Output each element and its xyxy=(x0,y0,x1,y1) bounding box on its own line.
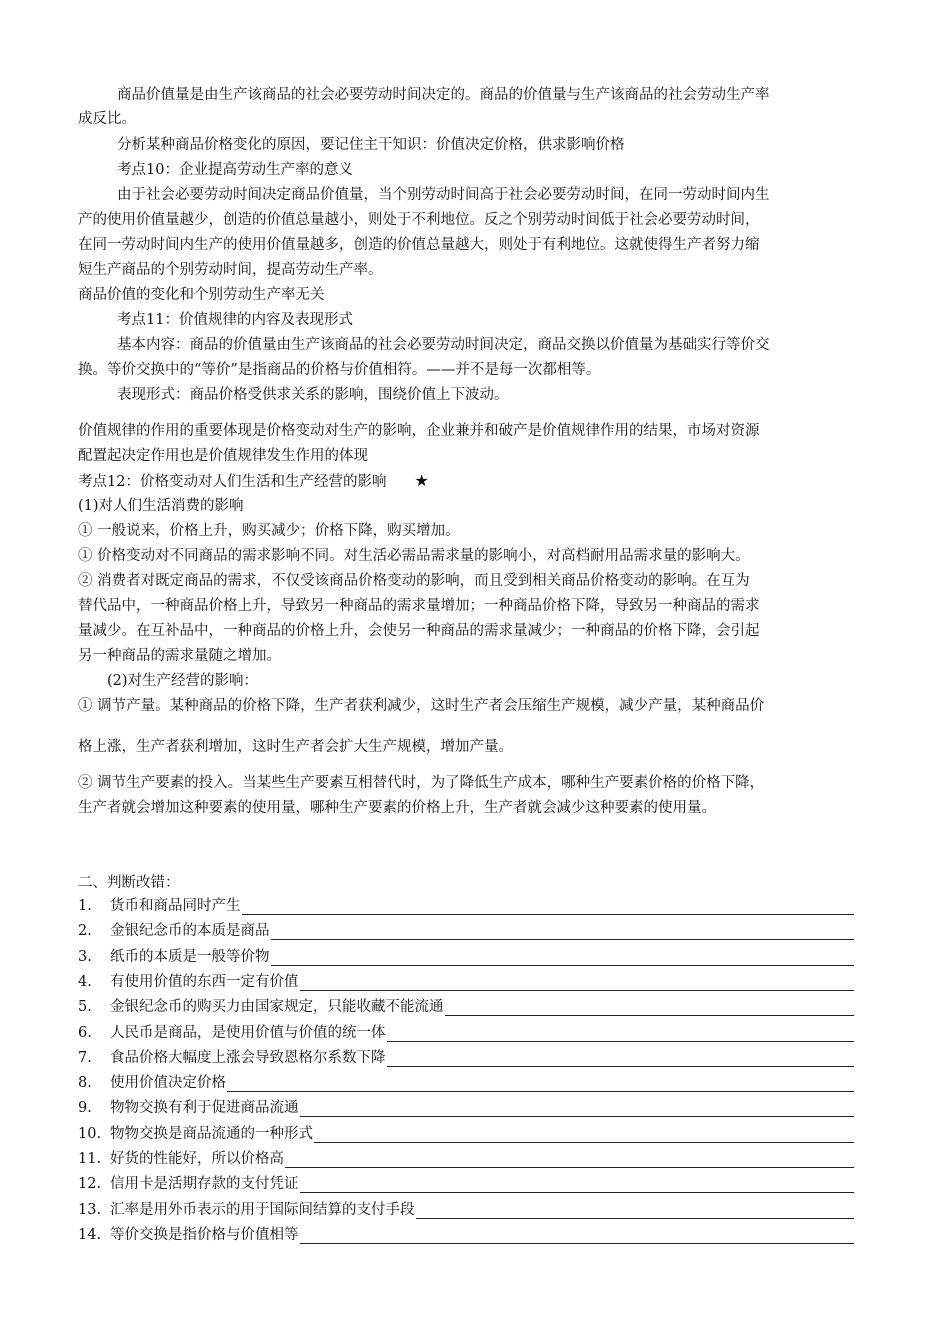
answer-blank-line[interactable] xyxy=(271,923,855,940)
judge-item-number: 11. xyxy=(78,1151,102,1167)
judge-section-title: 二、判断改错： xyxy=(78,875,180,891)
judge-item-statement: 使用价值决定价格 xyxy=(110,1075,226,1092)
paragraph-law-effect-line2: 配置起决定作用也是价值规律发生作用的体现 xyxy=(78,448,368,464)
list-item-life-2: ① 价格变动对不同商品的需求影响不同。对生活必需品需求量的影响小，对高档耐用品需求量的影响大。 xyxy=(78,548,750,564)
star-icon: ★ xyxy=(414,471,429,490)
judge-item-number: 4. xyxy=(78,973,92,990)
judge-item-statement: 好货的性能好，所以价格高 xyxy=(110,1151,284,1167)
paragraph-point-10-line4: 短生产商品的个别劳动时间，提高劳动生产率。 xyxy=(78,262,383,278)
answer-blank-line[interactable] xyxy=(285,1151,854,1168)
judge-item xyxy=(78,1173,854,1193)
subheading-life-consumption: (1)对人们生活消费的影响 xyxy=(78,498,244,514)
answer-blank-line[interactable] xyxy=(300,1227,855,1244)
list-item-production-1-line1: ① 调节产量。某种商品的价格下降，生产者获利减少，这时生产者会压缩生产规模，减少产量，某种商品价 xyxy=(78,698,765,714)
judge-item xyxy=(78,971,854,991)
answer-blank-line[interactable] xyxy=(227,1075,854,1092)
paragraph-point-10-line3: 在同一劳动时间内生产的使用价值量越多，创造的价值总量越大，则处于有利地位。这就使得生产者努力缩 xyxy=(78,237,760,253)
judge-item-statement: 物物交换有利于促进商品流通 xyxy=(110,1100,299,1117)
judge-item xyxy=(78,1199,854,1219)
judge-item xyxy=(78,895,854,915)
judge-item-number: 3. xyxy=(78,948,92,965)
judge-item xyxy=(78,1047,854,1067)
answer-blank-line[interactable] xyxy=(300,974,855,991)
judge-item xyxy=(78,920,854,940)
answer-blank-line[interactable] xyxy=(416,1202,855,1219)
paragraph-price-analysis: 分析某种商品价格变化的原因，要记住主干知识：价值决定价格，供求影响价格 xyxy=(117,137,625,153)
paragraph-point-10-line2: 产的使用价值量越少，创造的价值总量越小，则处于不利地位。反之个别劳动时间低于社会必要劳动时间， xyxy=(78,212,760,228)
paragraph-point-11-basic-line1: 基本内容：商品的价值量由生产该商品的社会必要劳动时间决定，商品交换以价值量为基础实行等价交 xyxy=(117,337,770,353)
judge-item-statement: 食品价格大幅度上涨会导致恩格尔系数下降 xyxy=(110,1049,386,1066)
judge-item-statement: 纸币的本质是一般等价物 xyxy=(110,948,270,965)
answer-blank-line[interactable] xyxy=(314,1126,854,1143)
judge-item-statement: 汇率是用外币表示的用于国际间结算的支付手段 xyxy=(110,1201,415,1218)
judge-item-statement: 物物交换是商品流通的一种形式 xyxy=(110,1125,313,1142)
judge-item-number: 2. xyxy=(78,923,92,940)
answer-blank-line[interactable] xyxy=(242,898,855,915)
answer-blank-line[interactable] xyxy=(300,1176,855,1193)
judge-item-statement: 有使用价值的东西一定有价值 xyxy=(110,973,299,990)
list-item-life-3-line2: 替代品中，一种商品价格上升，导致另一种商品的需求量增加；一种商品价格下降，导致另一种商品的需求 xyxy=(78,598,760,614)
note-individual-productivity: 商品价值的变化和个别劳动生产率无关 xyxy=(78,287,325,303)
judge-item xyxy=(78,1072,854,1092)
section-title-point-12-text: 考点12：价格变动对人们生活和生产经营的影响 xyxy=(78,474,387,490)
judge-item-statement: 等价交换是指价格与价值相等 xyxy=(110,1226,299,1243)
judge-item xyxy=(78,996,854,1016)
judge-item-statement: 金银纪念币的本质是商品 xyxy=(110,923,270,940)
paragraph-point-11-basic-line2: 换。等价交换中的“等价”是指商品的价格与价值相符。——并不是每一次都相等。 xyxy=(78,362,601,378)
judge-item-number: 9. xyxy=(78,1100,92,1117)
judge-item-number: 5. xyxy=(78,999,92,1016)
judge-item-statement: 人民币是商品，是使用价值与价值的统一体 xyxy=(110,1024,386,1041)
judge-item xyxy=(78,1224,854,1244)
paragraph-point-10-line1: 由于社会必要劳动时间决定商品价值量，当个别劳动时间高于社会必要劳动时间，在同一劳动时间内生 xyxy=(117,187,770,203)
judge-item-statement: 货币和商品同时产生 xyxy=(110,898,241,914)
section-title-point-11: 考点11：价值规律的内容及表现形式 xyxy=(117,312,353,328)
answer-blank-line[interactable] xyxy=(271,949,855,966)
answer-blank-line[interactable] xyxy=(300,1100,855,1117)
paragraph-law-effect-line1: 价值规律的作用的重要体现是价格变动对生产的影响，企业兼并和破产是价值规律作用的结果，市场对资源 xyxy=(78,423,760,439)
judge-item-statement: 金银纪念币的购买力由国家规定，只能收藏不能流通 xyxy=(110,999,444,1016)
list-item-production-2-line2: 生产者就会增加这种要素的使用量，哪种生产要素的价格上升，生产者就会减少这种要素的使用量。 xyxy=(78,800,716,816)
list-item-life-3-line1: ② 消费者对既定商品的需求，不仅受该商品价格变动的影响，而且受到相关商品价格变动的影响。在互为 xyxy=(78,573,750,589)
list-item-life-3-line4: 另一种商品的需求量随之增加。 xyxy=(78,648,281,664)
judge-item-number: 10. xyxy=(78,1125,102,1142)
judge-item xyxy=(78,946,854,966)
paragraph-value-determination-cont: 成反比。 xyxy=(78,111,136,127)
list-item-life-1: ① 一般说来，价格上升，购买减少；价格下降，购买增加。 xyxy=(78,523,460,539)
judge-item xyxy=(78,1097,854,1117)
judge-item-number: 1. xyxy=(78,898,92,914)
judge-item xyxy=(78,1123,854,1143)
paragraph-point-11-form: 表现形式：商品价格受供求关系的影响，围绕价值上下波动。 xyxy=(117,387,509,403)
judge-item xyxy=(78,1148,854,1168)
judge-item-number: 12. xyxy=(78,1176,102,1193)
judge-item xyxy=(78,1022,854,1042)
section-title-point-12 xyxy=(78,472,429,491)
answer-blank-line[interactable] xyxy=(387,1050,855,1067)
list-item-production-1-line2: 格上涨，生产者获利增加，这时生产者会扩大生产规模，增加产量。 xyxy=(78,739,513,755)
judge-item-number: 13. xyxy=(78,1201,102,1218)
judge-item-number: 6. xyxy=(78,1024,92,1041)
judge-item-number: 14. xyxy=(78,1226,102,1243)
answer-blank-line[interactable] xyxy=(445,999,855,1016)
judge-item-statement: 信用卡是活期存款的支付凭证 xyxy=(110,1176,299,1193)
list-item-production-2-line1: ② 调节生产要素的投入。当某些生产要素互相替代时，为了降低生产成本，哪种生产要素价格的价格下降， xyxy=(78,775,765,791)
judge-item-number: 7. xyxy=(78,1049,92,1066)
answer-blank-line[interactable] xyxy=(387,1025,855,1042)
judge-item-number: 8. xyxy=(78,1075,92,1092)
subheading-production: (2)对生产经营的影响： xyxy=(107,673,259,689)
section-title-point-10: 考点10：企业提高劳动生产率的意义 xyxy=(117,162,353,178)
paragraph-value-determination: 商品价值量是由生产该商品的社会必要劳动时间决定的。商品的价值量与生产该商品的社会劳动生产率 xyxy=(117,87,770,103)
list-item-life-3-line3: 量减少。在互补品中，一种商品的价格上升，会使另一种商品的需求量减少；一种商品的价格下降，会引起 xyxy=(78,623,760,639)
